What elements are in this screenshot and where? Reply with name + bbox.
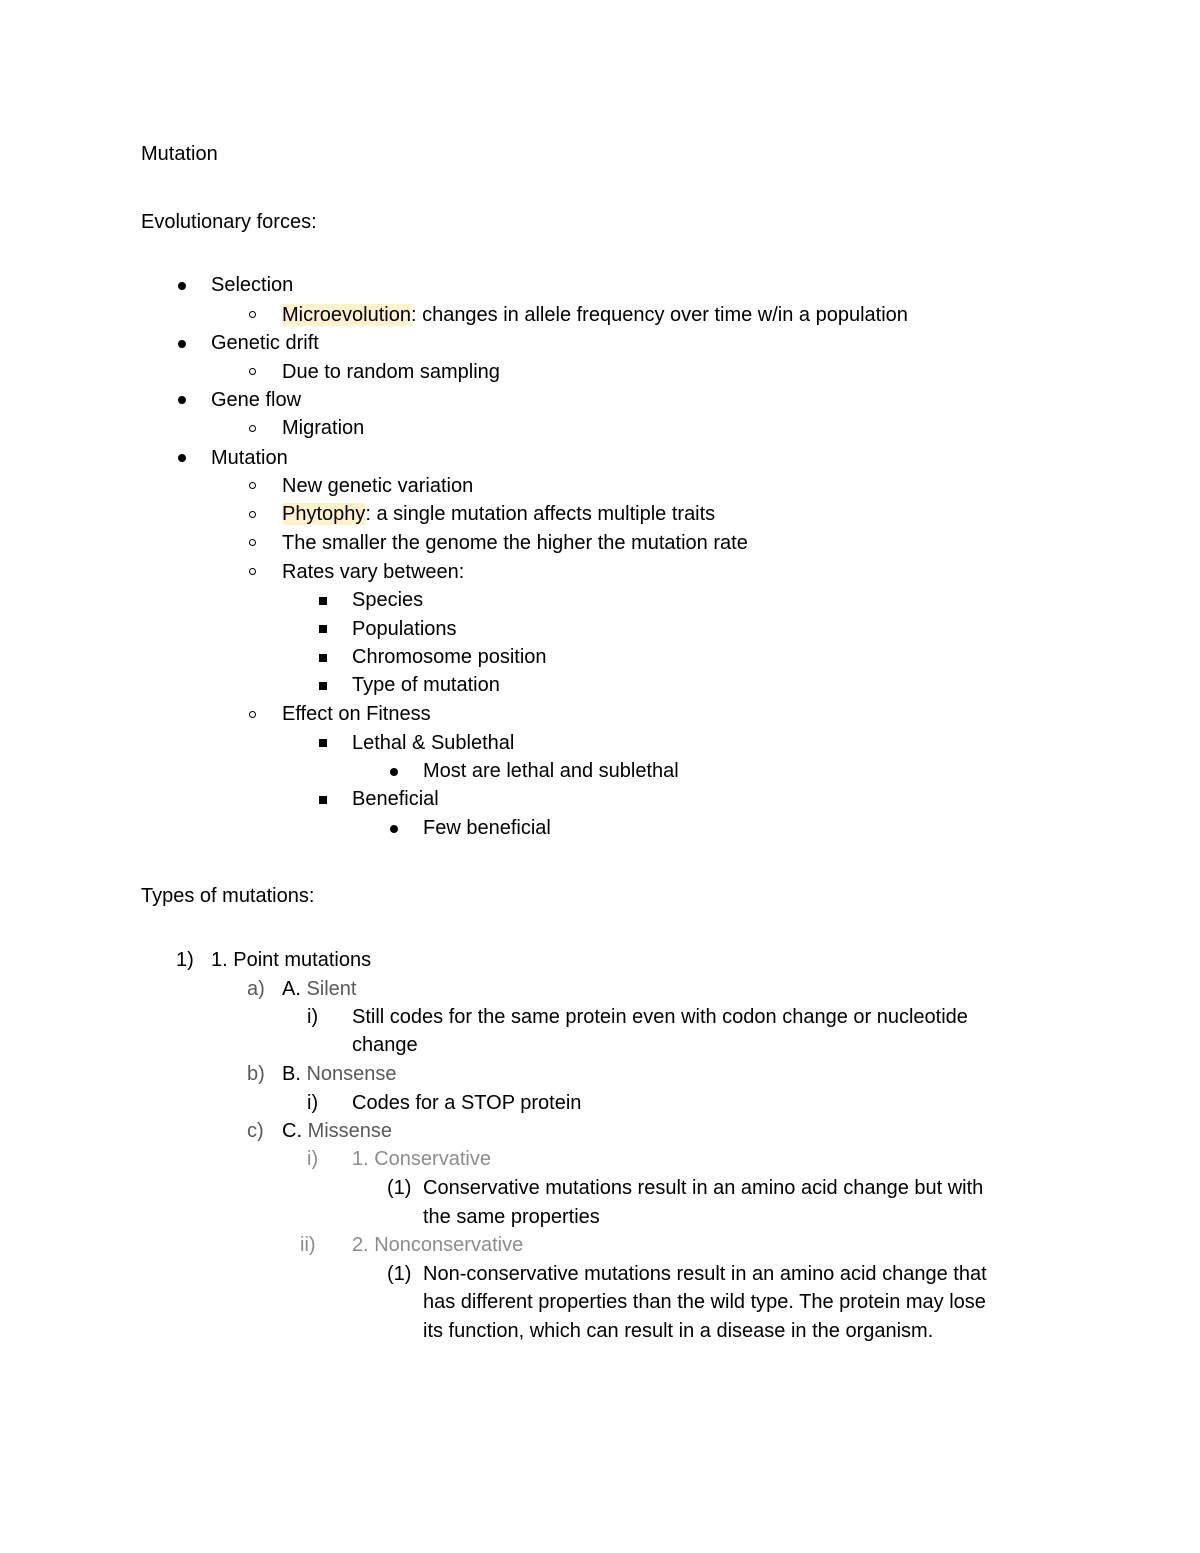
bullet-circle-icon <box>249 568 256 575</box>
list-item: Most are lethal and sublethal <box>423 760 679 782</box>
list-item: Due to random sampling <box>282 361 500 383</box>
bullet-square-icon <box>319 682 327 690</box>
bullet-disc-icon <box>178 396 186 404</box>
list-marker: c) <box>247 1120 264 1142</box>
list-marker: ii) <box>300 1234 316 1256</box>
list-item: Chromosome position <box>352 646 547 668</box>
list-item <box>282 1062 397 1086</box>
bullet-disc-icon <box>178 282 186 290</box>
list-marker: b) <box>247 1063 265 1085</box>
list-item: 1. Conservative <box>352 1148 491 1170</box>
list-item-continuation: the same properties <box>423 1206 600 1228</box>
term-definition: : changes in allele frequency over time w/in a population <box>410 304 908 326</box>
list-item <box>282 1119 392 1143</box>
list-item-continuation: change <box>352 1034 418 1056</box>
bullet-square-icon <box>319 625 327 633</box>
list-item: Selection <box>211 274 294 296</box>
highlighted-term: Microevolution <box>282 304 411 326</box>
list-item: 2. Nonconservative <box>352 1234 524 1256</box>
list-item: Populations <box>352 618 457 640</box>
list-item-continuation: its function, which can result in a disease in the organism. <box>423 1320 934 1342</box>
bullet-disc-icon <box>390 768 398 776</box>
highlighted-term: Phytophy <box>282 503 366 525</box>
bullet-square-icon <box>319 654 327 662</box>
list-item <box>282 977 356 1001</box>
bullet-square-icon <box>319 796 327 804</box>
list-item: Codes for a STOP protein <box>352 1092 582 1114</box>
bullet-circle-icon <box>249 511 256 518</box>
bullet-circle-icon <box>249 368 256 375</box>
list-item: Migration <box>282 417 365 439</box>
list-marker: (1) <box>387 1177 412 1199</box>
item-label: Missense <box>307 1120 393 1142</box>
document-title: Mutation <box>141 143 218 165</box>
bullet-circle-icon <box>249 539 256 546</box>
bullet-square-icon <box>319 739 327 747</box>
list-item: 1. Point mutations <box>211 949 372 971</box>
list-item: The smaller the genome the higher the mutation rate <box>282 532 748 554</box>
list-item: Effect on Fitness <box>282 703 431 725</box>
section-heading-types-of-mutations: Types of mutations: <box>141 885 315 907</box>
term-definition: : a single mutation affects multiple traits <box>365 503 716 525</box>
list-marker: a) <box>247 978 265 1000</box>
list-item: Still codes for the same protein even with codon change or nucleotide <box>352 1006 968 1028</box>
bullet-circle-icon <box>249 711 256 718</box>
bullet-square-icon <box>319 597 327 605</box>
list-item: Rates vary between: <box>282 561 465 583</box>
item-prefix: B. <box>282 1063 307 1085</box>
list-item: Mutation <box>211 447 288 469</box>
list-item: Few beneficial <box>423 817 551 839</box>
list-item: Gene flow <box>211 389 302 411</box>
section-heading-evolutionary-forces: Evolutionary forces: <box>141 211 317 233</box>
bullet-disc-icon <box>390 825 398 833</box>
list-item-continuation: has different properties than the wild type. The protein may lose <box>423 1291 986 1313</box>
list-item <box>282 303 908 327</box>
list-item: Beneficial <box>352 788 439 810</box>
list-marker: i) <box>307 1148 319 1170</box>
list-item: Species <box>352 589 424 611</box>
list-item: Non-conservative mutations result in an amino acid change that <box>423 1263 987 1285</box>
list-item: Lethal & Sublethal <box>352 732 515 754</box>
item-prefix: C. <box>282 1120 308 1142</box>
item-label: Nonsense <box>306 1063 397 1085</box>
list-marker: i) <box>307 1092 319 1114</box>
list-item: Type of mutation <box>352 674 500 696</box>
bullet-disc-icon <box>178 340 186 348</box>
list-item: Genetic drift <box>211 332 319 354</box>
list-marker: (1) <box>387 1263 412 1285</box>
bullet-circle-icon <box>249 482 256 489</box>
item-label: Silent <box>306 978 357 1000</box>
bullet-circle-icon <box>249 425 256 432</box>
list-item: New genetic variation <box>282 475 474 497</box>
bullet-circle-icon <box>249 311 256 318</box>
item-prefix: A. <box>282 978 307 1000</box>
bullet-disc-icon <box>178 454 186 462</box>
list-item <box>282 502 715 526</box>
list-marker: 1) <box>176 949 194 971</box>
list-marker: i) <box>307 1006 319 1028</box>
list-item: Conservative mutations result in an amino acid change but with <box>423 1177 984 1199</box>
